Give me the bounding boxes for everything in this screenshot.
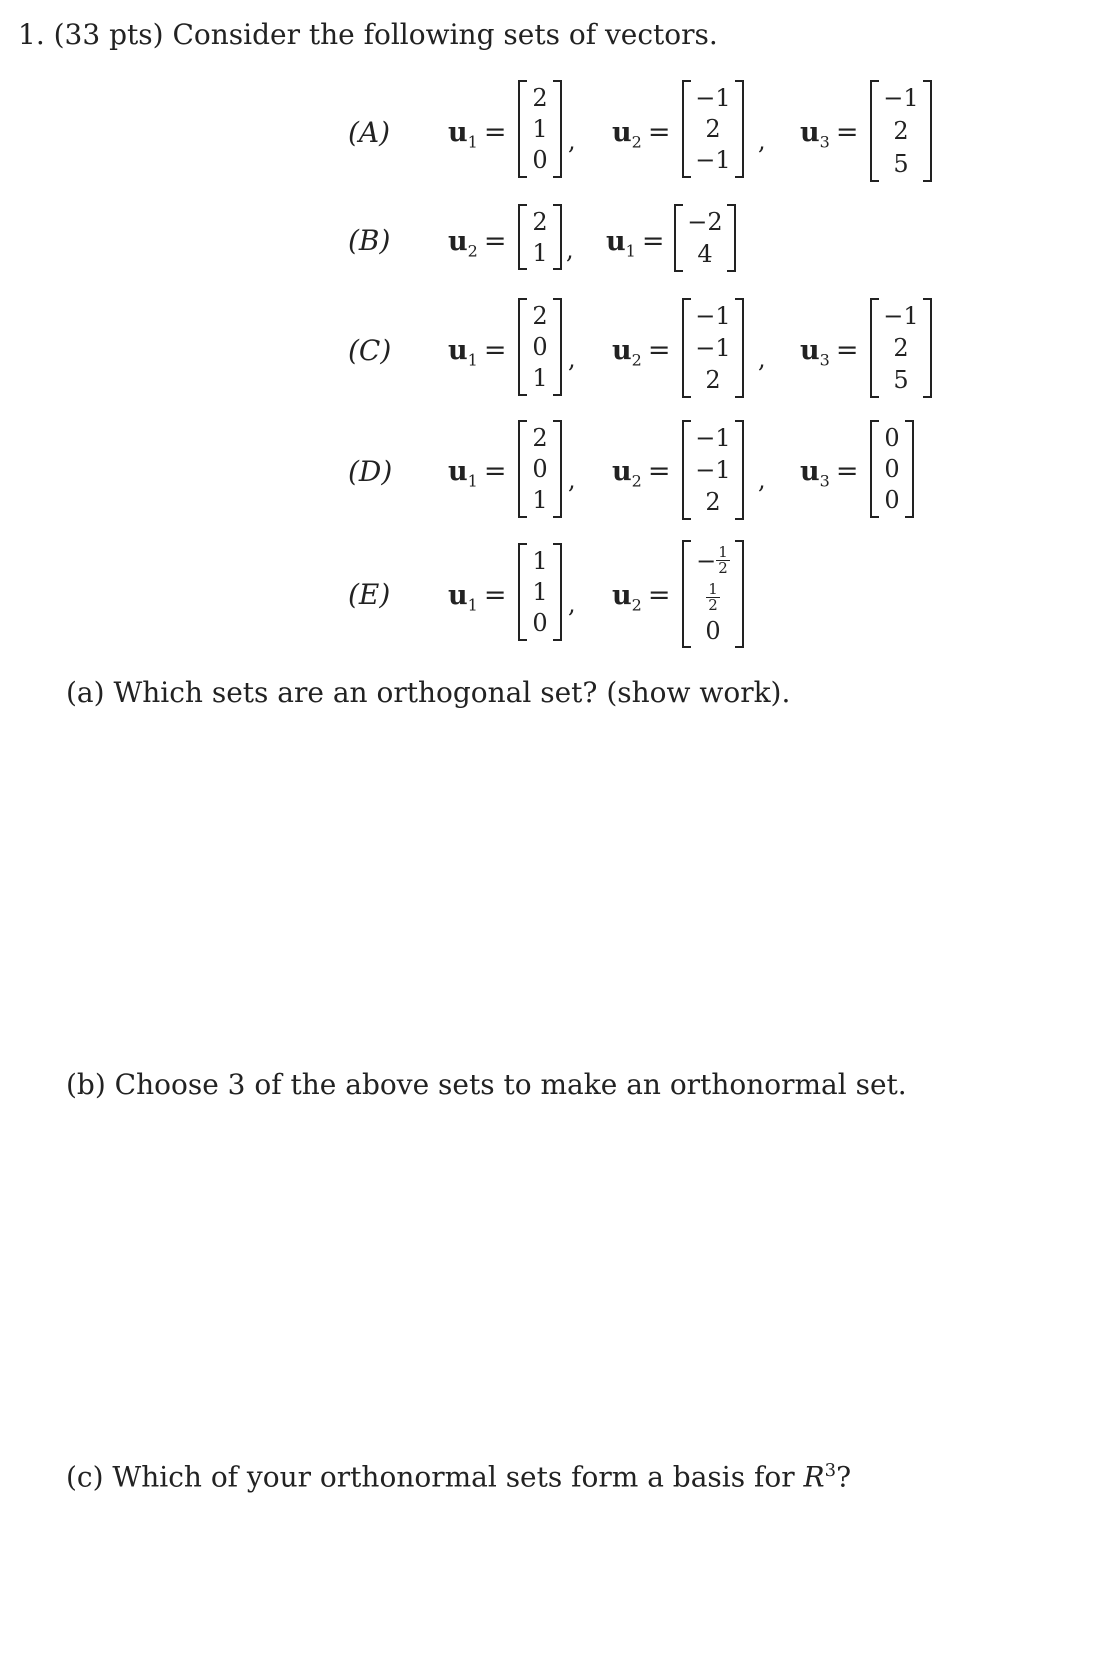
vector-name-a-3: $u_3$ = [800,117,859,152]
real-numbers-symbol: R [803,1460,825,1494]
matrix-entry: 0 [532,609,548,638]
problem-number: 1. [18,18,45,51]
matrix-entry: 2 [532,301,548,330]
vector-matrix-c-2 [684,298,742,398]
vector-name-b-2: $u_1$ = [606,226,665,261]
vector-matrix-d-1 [520,420,560,518]
matrix-entry: 1 [532,546,548,575]
set-label-a: (A) [348,116,391,149]
matrix-entry: −1 [695,456,731,484]
vector-name-a-1: $u_1$ = [448,117,507,152]
matrix-entry-fraction: $\frac{1}{2}$ [708,580,718,614]
matrix-entry: −1 [883,84,919,113]
vector-matrix-a-2 [684,80,742,178]
set-label-d: (D) [348,455,393,488]
matrix-entry: 0 [532,332,548,361]
problem-statement: Consider the following sets of vectors. [172,18,718,51]
vector-matrix-c-1 [520,298,560,396]
matrix-entry: 0 [705,617,721,645]
vector-name-d-3: $u_3$ = [800,456,859,491]
vector-matrix-d-2 [684,420,742,520]
vector-matrix-b-1 [520,204,560,270]
vector-matrix-a-3 [872,80,930,182]
matrix-entry: 1 [532,114,548,143]
matrix-entry: −2 [687,208,723,236]
matrix-entry: 5 [893,149,909,178]
matrix-entry: −1 [883,302,919,330]
matrix-entry: 0 [532,146,548,175]
matrix-entry-fraction: − $\frac{1}{2}$ [696,543,728,577]
vector-name-e-1: $u_1$ = [448,580,507,615]
matrix-entry: −1 [695,302,731,330]
question-a: (a) Which sets are an orthogonal set? (show work). [66,676,791,709]
matrix-entry: 1 [532,486,548,515]
separator-comma: , [568,345,576,373]
matrix-entry: 0 [884,454,900,483]
matrix-entry: 1 [532,238,548,267]
vector-name-d-1: $u_1$ = [448,456,507,491]
vector-name-c-2: $u_2$ = [612,335,671,370]
separator-comma: , [566,236,574,264]
matrix-entry: −1 [695,334,731,362]
matrix-entry: 4 [697,240,713,268]
vector-name-c-1: $u_1$ = [448,335,507,370]
matrix-entry: −1 [695,83,731,112]
vector-name-c-3: $u_3$ = [800,335,859,370]
matrix-entry: 2 [705,114,721,143]
matrix-entry: 2 [893,116,909,145]
matrix-entry: 1 [532,364,548,393]
vector-matrix-d-3 [872,420,912,518]
question-b: (b) Choose 3 of the above sets to make an orthonormal set. [66,1068,907,1101]
matrix-entry: 2 [893,334,909,362]
question-c: (c) Which of your orthonormal sets form a basis for $R^3$? [66,1460,852,1494]
vector-name-b-1: $u_2$ = [448,226,507,261]
separator-comma: , [758,127,766,155]
matrix-entry: 2 [705,488,721,516]
matrix-entry: −1 [695,424,731,452]
vector-matrix-c-3 [872,298,930,398]
matrix-entry: 0 [884,423,900,452]
vector-name-a-2: $u_2$ = [612,117,671,152]
matrix-entry: −1 [695,146,731,175]
separator-comma: , [568,466,576,494]
problem-header [18,18,718,51]
matrix-entry: 2 [705,366,721,394]
set-label-b: (B) [348,224,391,257]
matrix-entry: 2 [532,83,548,112]
matrix-entry: 1 [532,577,548,606]
set-label-e: (E) [348,578,391,611]
separator-comma: , [758,345,766,373]
problem-points: (33 pts) [53,18,164,51]
vector-matrix-e-1 [520,543,560,641]
matrix-entry: 0 [884,486,900,515]
separator-comma: , [568,127,576,155]
matrix-entry: 2 [532,207,548,236]
separator-comma: , [758,466,766,494]
separator-comma: , [568,590,576,618]
vector-name-e-2: $u_2$ = [612,580,671,615]
matrix-entry: 2 [532,423,548,452]
vector-matrix-a-1 [520,80,560,178]
matrix-entry: 0 [532,454,548,483]
matrix-entry: 5 [893,366,909,394]
set-label-c: (C) [348,334,392,367]
vector-matrix-e-2 [684,540,742,648]
vector-name-d-2: $u_2$ = [612,456,671,491]
vector-matrix-b-2 [676,204,734,272]
